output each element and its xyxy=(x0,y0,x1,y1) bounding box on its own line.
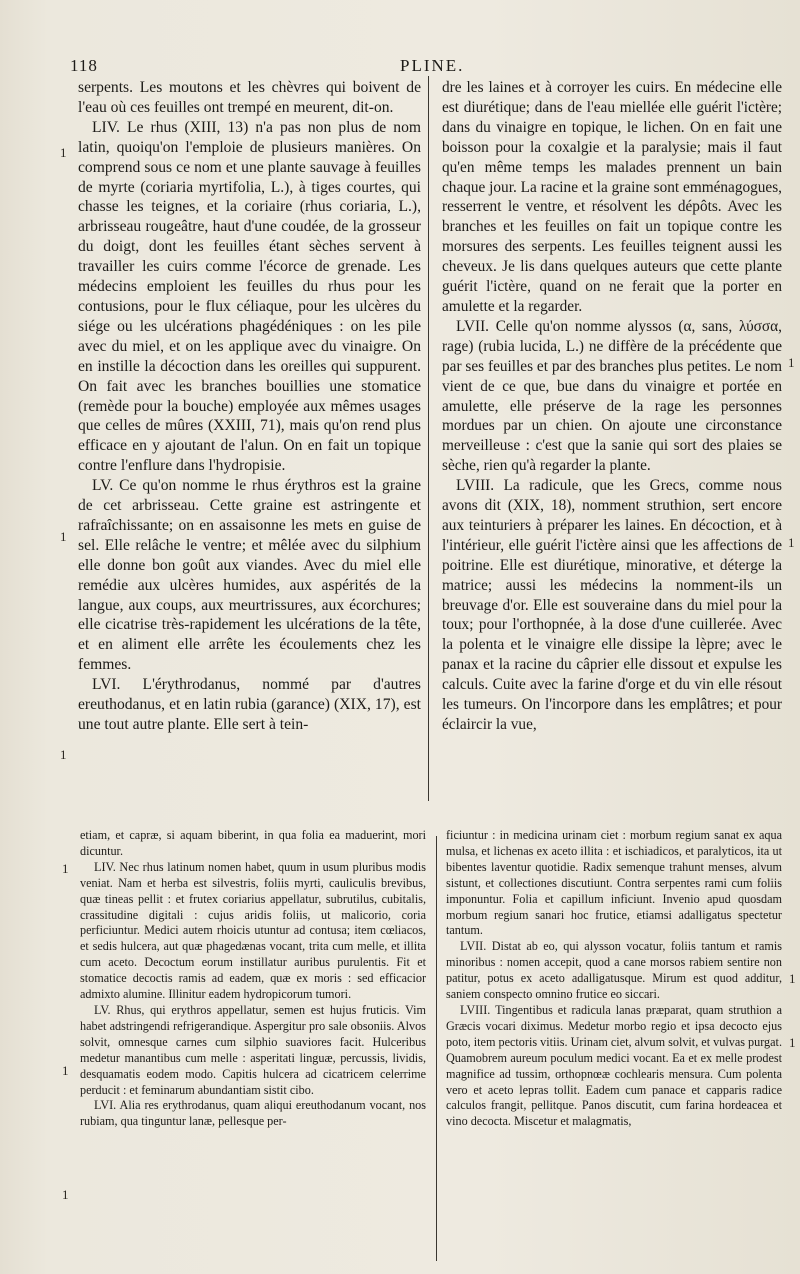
paragraph-lviii xyxy=(442,476,782,735)
running-title: PLINE. xyxy=(400,56,465,75)
column-divider-latin xyxy=(436,836,437,1261)
page-number: 118 xyxy=(70,56,98,75)
paragraph-lv xyxy=(78,476,421,675)
section-label: LVII. xyxy=(456,317,489,335)
paragraph-continued: serpents. Les moutons et les chèvres qui boivent de l'eau où ces feuilles ont trempé en meurent, dit-on. xyxy=(78,79,421,116)
margin-mark: 1 xyxy=(788,535,795,550)
paragraph-text: Tingentibus et radicula lanas præparat, quam struthion a Græcis vocari diximus. Medetur morbo regio et ipsa decocto ejus poto, item pectoris vitiis. Urinam ciet, alvum solvit, et vulvas purgat. Quamobrem aureum poculum medici vocant. Ea et ex melle prodest magnifice ad tussim, orthopnœæ cochlearis mensura. Cum polenta vero et aceto lepras tollit. Eadem cum panace et capparis radice calculos frangit, pellitque. Panos discutit, cum farina hordeacea et vino decocta. Miscetur et malagmatis, xyxy=(446,1002,782,1129)
paragraph-text: Ce qu'on nomme le rhus érythros est la graine de cet arbrisseau. Cette graine est astringente et rafraîchissante; on en assaisonne les mets en guise de sel. Elle relâche le ventre; et mêlée avec du silphium elle donne bon goût aux viandes. Avec du miel elle remédie aux ulcères humides, aux aspérités de la langue, aux coups, aux meurtrissures, aux écorchures; elle cicatrise très-rapidement les ulcérations de la tête, et en aliment elle arrête les écoulements chez les femmes. xyxy=(78,477,421,674)
paragraph-continued: ficiuntur : in medicina urinam ciet : morbum regium sanat ex aqua mulsa, et lichenas ex aceto illita : et ischiadicos, et paralyticos, ita ut bibentes laventur quotidie. Radix semenque trahunt menses, alvum sistunt, et collectiones discutiunt. Contra serpentes rami cum foliis imponuntur. Folia et capillum inficiunt. Invenio apud quosdam morbum regium sanari hoc frutice, etiamsi adalligatus spectetur tantum. xyxy=(446,828,782,938)
section-label: LVI. xyxy=(94,1098,117,1113)
section-label: LVIII. xyxy=(460,1002,491,1017)
paragraph-text: Rhus, qui erythros appellatur, semen est hujus fruticis. Vim habet adstringendi refrigerandique. Aspergitur pro sale obsoniis. Alvos solvit, omnesque carnes cum silphio suaviores facit. Hulceribus medetur manantibus cum melle : asperitati linguæ, percussis, lividis, desquamatis eodem modo. Capitis hulcera ad cicatricem celerrime perducit : et feminarum abundantiam sistit cibo. xyxy=(80,1002,426,1097)
paragraph-text: Celle qu'on nomme alyssos (α, sans, λύσσα, rage) (rubia lucida, L.) ne diffère de la précédente que par ses feuilles et par des branches plus petites. Le nom vient de ce que, bue dans du vinaigre et portée en amulette, elle préserve de la rage les personnes mordues par un chien. On ajoute une circonstance merveilleuse : c'est que la sanie qui sort des plaies se sèche, rien qu'à regarder la plante. xyxy=(442,317,782,475)
section-label: LV. xyxy=(92,477,114,495)
paragraph-liv xyxy=(80,860,426,1003)
page-header xyxy=(70,56,780,78)
paragraph-continued: dre les laines et à corroyer les cuirs. En médecine elle est diurétique; dans de l'eau miellée elle guérit l'ictère; dans du vinaigre en topique, le lichen. On en fait une boisson pour la coxalgie et la paralysie; mais il faut qu'en même temps les malades prennent un bain chaque jour. La racine et la graine sont emménagogues, resserrent le ventre, et résolvent les dépôts. Avec les branches et les feuilles on fait un topique contre les morsures des serpents. Les feuilles teignent aussi les cheveux. Je lis dans quelques auteurs que cette plante guérit l'ictère, quand on ne ferait que la porter en amulette et la regarder. xyxy=(442,79,782,315)
paragraph-lv xyxy=(80,1003,426,1098)
margin-mark: 1 xyxy=(60,747,67,762)
margin-mark: 1 xyxy=(60,145,67,160)
paragraph-lviii xyxy=(446,1003,782,1130)
paragraph-text: La radicule, que les Grecs, comme nous avons dit (XIX, 18), nomment struthion, sert encore aux teinturiers à préparer les laines. En décoction, et à l'intérieur, elle guérit l'ictère ainsi que les affections de poitrine. Elle est diurétique, minorative, et déterge la matrice; aussi les médecins la nomment-ils un breuvage d'or. Elle est souveraine dans du miel pour la toux; pour l'orthopnée, à la dose d'une cuillerée. Avec la polenta et le vinaigre elle dissipe la lèpre; avec le panax et la racine du câprier elle dissout et expulse les calculs. Cuite avec la farine d'orge et du vin elle résout les tumeurs. On l'incorpore dans les emplâtres; et pour éclaircir la vue, xyxy=(442,477,782,733)
margin-mark: 1 xyxy=(789,1035,796,1050)
margin-mark: 1 xyxy=(62,1063,69,1078)
margin-mark: 1 xyxy=(788,355,795,370)
margin-mark: 1 xyxy=(60,529,67,544)
french-right-column xyxy=(442,78,782,735)
section-label: LIV. xyxy=(94,859,116,874)
paragraph-text: Distat ab eo, qui alysson vocatur, foliis tantum et ramis minoribus : nomen accepit, quod a cane morsos rabiem sentire non patitur, potus ex aceto adalligatusque. Mirum est quod additur, saniem conspecto omnino frutice eo siccari. xyxy=(446,939,782,1002)
latin-right-column xyxy=(446,828,782,1130)
french-left-column xyxy=(78,78,421,735)
latin-left-column xyxy=(80,828,426,1130)
section-label: LVI. xyxy=(92,676,121,694)
margin-mark: 1 xyxy=(62,861,69,876)
paragraph-continued: etiam, et capræ, si aquam biberint, in qua folia ea maduerint, mori dicuntur. xyxy=(80,828,426,858)
paragraph-lvii xyxy=(442,317,782,476)
paragraph-text: Le rhus (XIII, 13) n'a pas non plus de nom latin, quoiqu'on l'emploie de plusieurs manières. On comprend sous ce nom et une plante sauvage à feuilles de myrte (coriaria myrtifolia, L.), à tiges courtes, qui chasse les teignes, et la coriaire (rhus coriaria, L.), arbrisseau rougeâtre, haut d'une coudée, de la grosseur du doigt, dont les feuilles étant sèches servent à travailler les cuirs comme l'écorce de grenade. Les médecins emploient les feuilles du rhus pour les contusions, pour le flux céliaque, pour les ulcères du siége ou les ulcérations phagédéniques : on les pile avec du miel, et on les applique avec du vinaigre. On en instille la décoction dans les oreilles qui suppurent. On fait avec les branches bouillies une stomatice (remède pour la bouche) employée aux mêmes usages que celles de mûres (XXIII, 71), mais qu'on rend plus efficace en y ajoutant de l'alun. On en fait un topique contre l'enflure dans l'hydropisie. xyxy=(78,118,422,475)
paragraph-text: Alia res erythrodanus, quam aliqui ereuthodanum vocant, nos rubiam, qua tinguntur lanæ, pellesque per- xyxy=(80,1098,426,1129)
section-label: LIV. xyxy=(92,118,120,136)
section-label: LVIII. xyxy=(456,477,495,495)
margin-mark: 1 xyxy=(789,971,796,986)
section-label: LVII. xyxy=(460,939,487,954)
paragraph-text: Nec rhus latinum nomen habet, quum in usum pluribus modis veniat. Nam et herba est silvestris, foliis myrti, cauliculis brevibus, quæ tineas pellit : et frutex coriarius appellatur, subrutilus, cubitalis, crassitudine digitali : cujus aridis foliis, ut malicorio, coria perficiuntur. Medici autem rhoicis utuntur ad contusa; item cœliacos, et sedis hulcera, aut quæ phagedænas vocant, trita cum melle, et illita cum aceto. Decoctum eorum instillatur auribus purulentis. Fit et stomatice decoctis ramis ad eadem, quæ ex moris : sed efficacior admixto alumine. Illinitur eadem hydropicorum tumori. xyxy=(80,859,426,1002)
paragraph-liv xyxy=(78,118,421,476)
column-divider-french xyxy=(428,76,429,801)
paragraph-lvi xyxy=(80,1098,426,1130)
section-label: LV. xyxy=(94,1002,111,1017)
paragraph-lvii xyxy=(446,939,782,1003)
paragraph-lvi xyxy=(78,675,421,735)
margin-mark: 1 xyxy=(62,1187,69,1202)
paragraph-text: L'érythrodanus, nommé par d'autres ereuthodanus, et en latin rubia (garance) (XIX, 17), est une tout autre plante. Elle sert à tein- xyxy=(78,676,421,733)
